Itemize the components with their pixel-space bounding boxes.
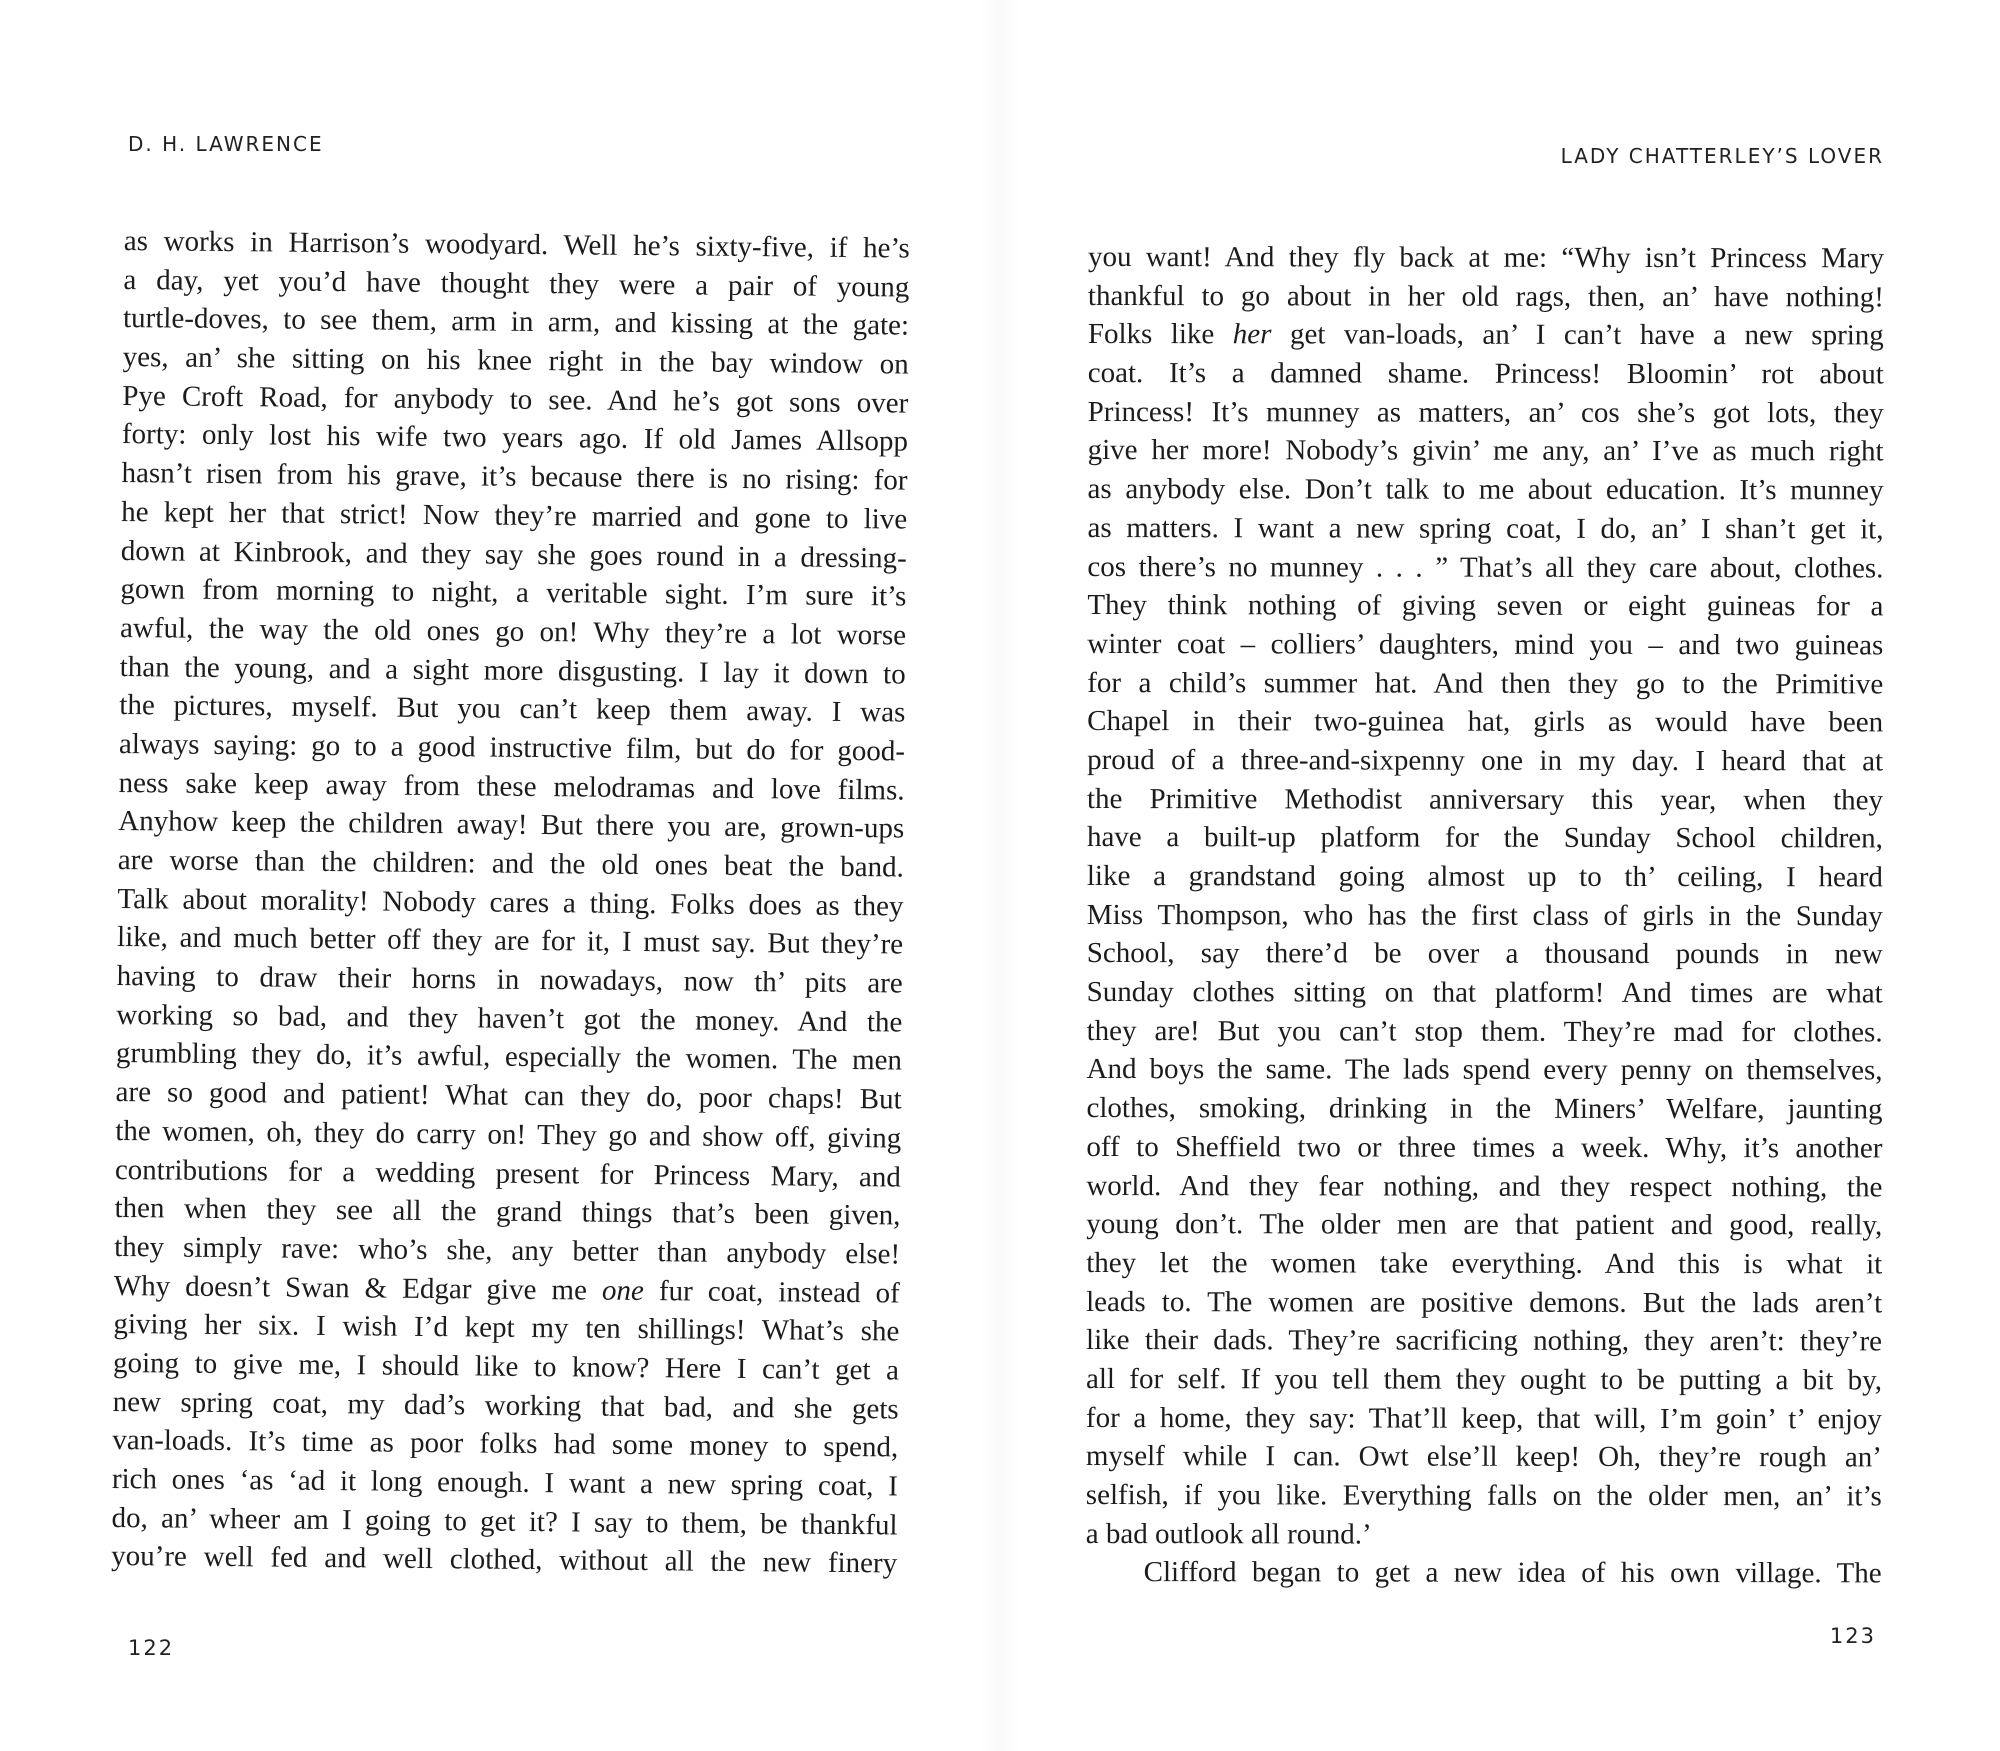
text-line: forty: only lost his wife two years ago. If old James Allsopp bbox=[121, 418, 909, 458]
text-line: you want! And they fly back at me: “Why isn’t Princess Mary bbox=[1087, 241, 1884, 275]
text-line: Princess! It’s munney as matters, an’ cos she’s got lots, they bbox=[1087, 395, 1884, 430]
text-line: give her more! Nobody’s givin’ me any, an’ I’ve as much right bbox=[1087, 434, 1884, 468]
text-line: thankful to go about in her old rags, then, an’ have nothing! bbox=[1087, 279, 1884, 314]
text-line: like, and much better off they are for it, I must say. But they’re bbox=[116, 921, 904, 961]
text-line: awful, the way the old ones go on! Why they’re a lot worse bbox=[119, 611, 907, 652]
text-line: do, an’ wheer am I going to get it? I say to them, be thankful bbox=[111, 1501, 898, 1542]
text-line: coat. It’s a damned shame. Princess! Bloomin’ rot about bbox=[1087, 357, 1884, 391]
text-line: for a child’s summer hat. And then they go to the Primitive bbox=[1087, 666, 1884, 700]
text-line: van-loads. It’s time as poor folks had some money to spend, bbox=[112, 1424, 899, 1464]
text-line: they simply rave: who’s she, any better than anybody else! bbox=[114, 1230, 901, 1271]
text-line: are worse than the children: and the old ones beat the band. bbox=[117, 843, 904, 884]
text-line: working so bad, and they haven’t got the money. And the bbox=[116, 998, 903, 1039]
text-line: winter coat – colliers’ daughters, mind you – and two guineas bbox=[1087, 627, 1884, 662]
left-page-text bbox=[111, 222, 910, 1584]
text-line: yes, an’ she sitting on his knee right in the bay window on bbox=[122, 341, 909, 381]
text-line: as works in Harrison’s woodyard. Well he’s sixty-five, if he’s bbox=[123, 224, 910, 265]
text-line: the women, oh, they do carry on! They go and show off, giving bbox=[115, 1114, 902, 1155]
text-line: selfish, if you like. Everything falls on the older men, an’ it’s bbox=[1085, 1478, 1882, 1513]
text-line: Chapel in their two-guinea hat, girls as would have been bbox=[1087, 705, 1884, 739]
text-line: turtle-doves, to see them, arm in arm, and kissing at the gate: bbox=[122, 302, 910, 342]
text-line: contributions for a wedding present for Princess Mary, and bbox=[114, 1153, 902, 1194]
text-line: for a home, they say: That’ll keep, that will, I’m goin’ t’ enjoy bbox=[1085, 1401, 1882, 1436]
text-line: have a built-up platform for the Sunday School children, bbox=[1086, 821, 1883, 855]
text-line: then when they see all the grand things that’s been given, bbox=[114, 1192, 901, 1232]
text-line: ness sake keep away from these melodramas and love films. bbox=[118, 766, 905, 807]
text-segment: Why doesn’t Swan & Edgar give me bbox=[113, 1269, 603, 1307]
text-line: the pictures, myself. But you can’t keep them away. I was bbox=[119, 689, 906, 729]
text-line: leads to. The women are positive demons. But the lads aren’t bbox=[1086, 1285, 1883, 1319]
text-line: going to give me, I should like to know? Here I can’t get a bbox=[112, 1346, 900, 1387]
right-page-text bbox=[1086, 238, 1884, 1593]
text-line: Talk about morality! Nobody cares a thing. Folks does as they bbox=[117, 882, 904, 923]
text-line: than the young, and a sight more disgusting. I lay it down to bbox=[119, 650, 906, 691]
text-line: they let the women take everything. And this is what it bbox=[1086, 1246, 1883, 1281]
text-line: always saying: go to a good instructive film, but do for good- bbox=[118, 727, 906, 768]
text-line: Sunday clothes sitting on that platform! And times are what bbox=[1086, 976, 1883, 1010]
text-line: having to draw their horns in nowadays, now th’ pits are bbox=[116, 960, 903, 1000]
running-head-title: LADY CHATTERLEY’S LOVER bbox=[1560, 144, 1884, 168]
text-line: like their dads. They’re sacrificing nothing, they aren’t: they’re bbox=[1086, 1324, 1883, 1358]
text-line: off to Sheffield two or three times a week. Why, it’s another bbox=[1086, 1130, 1883, 1165]
text-line: new spring coat, my dad’s working that bad, and she gets bbox=[112, 1385, 899, 1426]
page-number: 122 bbox=[128, 1636, 175, 1660]
text-line: like a grandstand going almost up to th’ ceiling, I heard bbox=[1086, 859, 1883, 894]
text-line: Pye Croft Road, for anybody to see. And he’s got sons over bbox=[122, 379, 909, 420]
text-line: proud of a three-and-sixpenny one in my day. I heard that at bbox=[1087, 743, 1884, 778]
text-line: grumbling they do, it’s awful, especially the women. The men bbox=[115, 1037, 903, 1077]
running-head-author: D. H. LAWRENCE bbox=[128, 132, 324, 156]
text-line: as anybody else. Don’t talk to me about education. It’s munney bbox=[1087, 473, 1884, 507]
text-segment: Folks like bbox=[1087, 318, 1233, 351]
text-line: Anyhow keep the children away! But there you are, grown-ups bbox=[118, 805, 905, 845]
paragraph-end-line: a bad outlook all round.’ bbox=[1085, 1517, 1372, 1551]
text-line: down at Kinbrook, and they say she goes round in a dressing- bbox=[120, 534, 907, 575]
text-line: all for self. If you tell them they ought to be putting a bit by, bbox=[1085, 1362, 1883, 1397]
paragraph-start-line: Clifford began to get a new idea of his own village. The bbox=[1143, 1556, 1882, 1590]
text-line: gown from morning to night, a veritable sight. I’m sure it’s bbox=[120, 573, 907, 613]
text-line: are so good and patient! What can they do, poor chaps! But bbox=[115, 1076, 902, 1116]
text-line: hasn’t risen from his grave, it’s because there is no rising: for bbox=[121, 457, 908, 497]
text-line: as matters. I want a new spring coat, I do, an’ I shan’t get it, bbox=[1087, 511, 1884, 546]
text-line: myself while I can. Owt else’ll keep! Oh, they’re rough an’ bbox=[1085, 1440, 1882, 1474]
text-line: a day, yet you’d have thought they were a pair of young bbox=[123, 263, 910, 304]
text-line: They think nothing of giving seven or eight guineas for a bbox=[1087, 589, 1884, 623]
text-line: rich ones ‘as ‘ad it long enough. I want a new spring coat, I bbox=[111, 1462, 899, 1503]
text-line: And boys the same. The lads spend every penny on themselves, bbox=[1086, 1053, 1883, 1087]
italic-word: one bbox=[601, 1274, 645, 1307]
text-segment: fur coat, instead of bbox=[643, 1274, 900, 1310]
text-line: the Primitive Methodist anniversary this year, when they bbox=[1086, 782, 1884, 817]
text-line: Miss Thompson, who has the first class of girls in the Sunday bbox=[1086, 898, 1883, 933]
page-number: 123 bbox=[1829, 1624, 1876, 1648]
text-segment: get van-loads, an’ I can’t have a new spring bbox=[1271, 318, 1884, 352]
text-line: they are! But you can’t stop them. They’re mad for clothes. bbox=[1086, 1014, 1883, 1049]
text-line: young don’t. The older men are that patient and good, really, bbox=[1086, 1208, 1883, 1242]
right-page bbox=[1000, 0, 2000, 1751]
text-line: giving her six. I wish I’d kept my ten shillings! What’s she bbox=[113, 1308, 900, 1348]
text-line: you’re well fed and well clothed, without all the new finery bbox=[111, 1540, 898, 1580]
text-line: cos there’s no munney . . . ” That’s all they care about, clothes. bbox=[1087, 550, 1884, 584]
text-line-with-italic bbox=[1088, 315, 1884, 355]
text-line: School, say there’d be over a thousand pounds in new bbox=[1086, 937, 1883, 971]
text-line: clothes, smoking, drinking in the Miners’ Welfare, jaunting bbox=[1086, 1092, 1883, 1126]
italic-word: her bbox=[1232, 318, 1272, 351]
text-line: he kept her that strict! Now they’re married and gone to live bbox=[121, 495, 908, 536]
text-line: world. And they fear nothing, and they respect nothing, the bbox=[1086, 1169, 1883, 1203]
